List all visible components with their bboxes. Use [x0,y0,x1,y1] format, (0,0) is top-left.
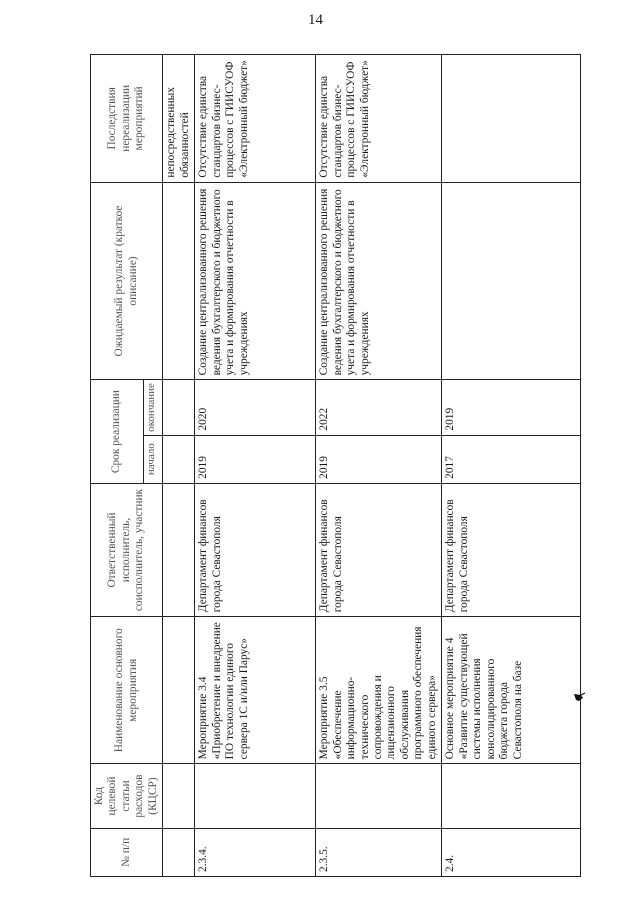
cell-consequences: Отсутствие единства стандартов бизнес-процессов с ГИИСУОФ «Электронный бюджет» [316,55,442,183]
cell-num: 2.3.4. [195,828,316,876]
cell-empty [163,764,195,828]
cell-start: 2019 [316,435,442,483]
cell-kbk [316,764,442,828]
table-header-row [91,55,144,877]
ink-mark-icon [572,692,586,704]
cell-empty [163,380,195,435]
cell-empty [163,435,195,483]
cell-responsible: Департамент финансов города Севастополя [195,483,316,616]
cell-consequences: непосредственных обязанностей [163,55,195,183]
cell-kbk [442,764,581,828]
header-end: окончание [144,380,163,435]
cell-start: 2017 [442,435,581,483]
header-name: Наименование основного мероприятия [91,617,163,764]
cell-empty [163,483,195,616]
cell-name: Мероприятие 3.5 «Обеспечение информационно-технического сопровождения и лицензионного обслуживания программного обеспечения единого сервера» [316,617,442,764]
cell-responsible: Департамент финансов города Севастополя [442,483,581,616]
cell-empty [163,182,195,380]
cell-consequences: Отсутствие единства стандартов бизнес-процессов с ГИИСУОФ «Электронный бюджет» [195,55,316,183]
table-row [316,55,442,877]
header-start: начало [144,435,163,483]
cell-consequences [442,55,581,183]
header-period: Срок реализации [91,380,144,483]
header-result: Ожидаемый результат (краткое описание) [91,182,163,380]
cell-responsible: Департамент финансов города Севастополя [316,483,442,616]
cell-num: 2.3.5. [316,828,442,876]
cell-kbk [195,764,316,828]
cell-result [442,182,581,380]
cell-end: 2022 [316,380,442,435]
cell-name: Мероприятие 3.4 «Приобретение и внедрение ПО технологии единого сервера 1С и/или Парус» [195,617,316,764]
table-row [442,55,581,877]
cell-name: Основное мероприятие 4 «Развитие существующей системы исполнения консолидированного бюджета города Севастополя на базе [442,617,581,764]
header-num: № п/п [91,828,163,876]
cell-start: 2019 [195,435,316,483]
cell-result: Создание централизованного решения ведения бухгалтерского и бюджетного учета и формирования отчетности в учреждениях [316,182,442,380]
cell-end: 2020 [195,380,316,435]
page-number: 14 [308,12,323,28]
table-row [195,55,316,877]
cell-result: Создание централизованного решения ведения бухгалтерского и бюджетного учета и формирования отчетности в учреждениях [195,182,316,380]
header-consequences: Последствия нереализации мероприятий [91,55,163,183]
table-row-continued [163,55,195,877]
header-responsible: Ответственный исполнитель, соисполнитель, участник [91,483,163,616]
rotated-table-wrapper [90,54,540,877]
cell-empty [163,617,195,764]
program-activities-table [90,54,581,877]
cell-end: 2019 [442,380,581,435]
header-kbk: Код целевой статьи расходов (КЦСР) [91,764,163,828]
cell-num: 2.4. [442,828,581,876]
cell-empty [163,828,195,876]
